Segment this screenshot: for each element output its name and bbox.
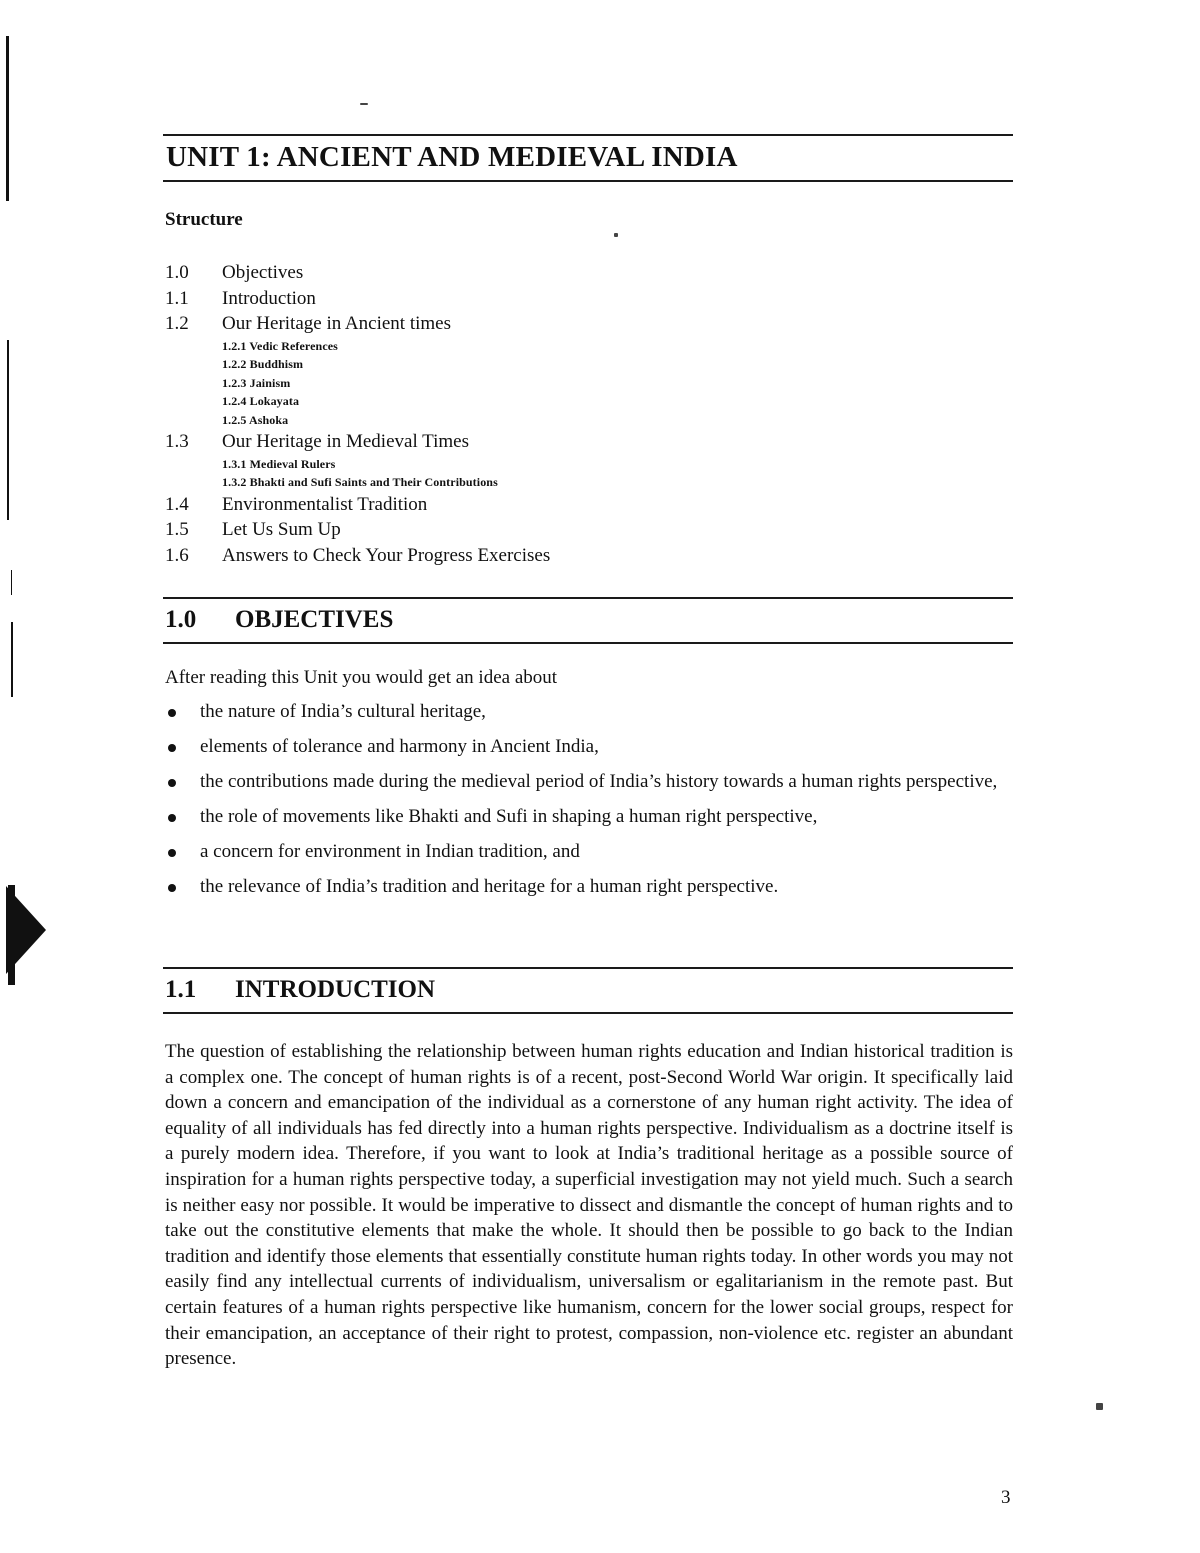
list-item-text: the role of movements like Bhakti and Sufi in shaping a human right perspective, [200, 806, 818, 827]
toc-subitem: 1.2.4 Lokayata [222, 394, 300, 408]
list-item-text: a concern for environment in Indian tradition, and [200, 841, 580, 862]
scan-artifact-left-bar [6, 36, 9, 201]
bullet-icon [168, 814, 176, 822]
toc-item [165, 260, 865, 286]
objectives-top-rule [163, 597, 1013, 599]
structure-heading: Structure [165, 209, 243, 230]
section-number: 1.0 [165, 606, 197, 633]
list-item [165, 770, 1017, 794]
toc-item-label: Our Heritage in Ancient times [222, 313, 451, 334]
toc-item-number: 1.5 [165, 519, 189, 540]
list-item [165, 875, 1017, 899]
toc-item-number: 1.6 [165, 544, 189, 566]
page-number: 3 [1001, 1487, 1011, 1508]
toc-subitem: 1.3.2 Bhakti and Sufi Saints and Their Contributions [222, 475, 498, 489]
toc-item [165, 492, 865, 518]
toc-item-number: 1.3 [165, 431, 189, 452]
list-item-text: the contributions made during the medieval period of India’s history towards a human rights perspective, [200, 771, 998, 792]
list-item-text: the relevance of India’s tradition and heritage for a human right perspective. [200, 876, 779, 897]
bullet-icon [168, 884, 176, 892]
toc-subitem: 1.2.5 Ashoka [222, 412, 289, 427]
toc-item-label: Our Heritage in Medieval Times [222, 431, 469, 452]
toc-item-number: 1.4 [165, 493, 189, 515]
toc-item-label: Introduction [222, 287, 316, 309]
objectives-heading [165, 606, 393, 634]
introduction-paragraph: The question of establishing the relationship between human rights education and Indian historical tradition is a complex one. The concept of human rights is of a recent, post-Second World War origin. It specifically laid down a concern and emancipation of the individual as a cornerstone of any human right activity. The idea of equality of all individuals has fed directly into a human rights perspective. Individualism as a doctrine itself is a purely modern idea. Therefore, if you want to look at India’s traditional heritage as a possible source of inspiration for a human rights perspective today, a superficial investigation may not yield much. Such a search is neither easy nor possible. It would be imperative to dissect and dismantle the concept of human rights and to take out the constitutive elements that make the whole. It should then be possible to go back to the Indian tradition and identify those elements that essentially constitute human rights today. In other words you may not easily find any intellectual currents of individualism, universalism or egalitarianism in the remote past. But certain features of a human rights perspective like humanism, concern for the lower social groups, respect for their emancipation, an acceptance of their right to protest, compassion, non-violence etc. register an abundant presence. [165, 1041, 1013, 1370]
list-item-text: elements of tolerance and harmony in Ancient India, [200, 736, 599, 757]
toc-item-label: Objectives [222, 262, 304, 283]
toc-item-number: 1.2 [165, 313, 189, 334]
scan-artifact-left-bar [11, 622, 13, 697]
list-item [165, 805, 1017, 829]
section-title: INTRODUCTION [235, 976, 436, 1003]
toc-item [165, 543, 865, 569]
section-number: 1.1 [165, 976, 197, 1003]
scan-speck [614, 233, 618, 237]
bullet-icon [168, 744, 176, 752]
toc-item-number: 1.1 [165, 287, 189, 309]
list-item [165, 840, 1017, 864]
scan-artifact-left-bar [11, 570, 12, 595]
title-bottom-rule [163, 180, 1013, 182]
toc-item [165, 429, 865, 455]
scan-speck [1096, 1403, 1103, 1410]
list-item [165, 735, 1017, 759]
title-top-rule [163, 134, 1013, 136]
toc-item-number: 1.0 [165, 262, 189, 283]
bullet-icon [168, 779, 176, 787]
objectives-list [165, 700, 1017, 910]
unit-title: UNIT 1: ANCIENT AND MEDIEVAL INDIA [166, 141, 738, 173]
toc-item [165, 311, 865, 337]
toc-subitem: 1.2.1 Vedic References [222, 338, 338, 353]
objectives-bottom-rule [163, 642, 1013, 644]
introduction-heading [165, 976, 435, 1004]
table-of-contents [165, 260, 865, 568]
toc-item-label: Let Us Sum Up [222, 519, 341, 540]
toc-item [165, 517, 865, 543]
bullet-icon [168, 849, 176, 857]
toc-subitem: 1.3.1 Medieval Rulers [222, 456, 336, 471]
scan-artifact-left-bar [8, 885, 15, 985]
toc-item-label: Answers to Check Your Progress Exercises [222, 544, 551, 566]
introduction-top-rule [163, 967, 1013, 969]
toc-subitem: 1.2.2 Buddhism [222, 357, 304, 371]
list-item [165, 700, 1017, 724]
list-item-text: the nature of India’s cultural heritage, [200, 701, 486, 722]
scan-artifact-left-bar [7, 340, 9, 520]
objectives-intro: After reading this Unit you would get an idea about [165, 667, 558, 688]
scan-speck [360, 103, 368, 105]
toc-item-label: Environmentalist Tradition [222, 493, 428, 515]
bullet-icon [168, 709, 176, 717]
toc-item [165, 286, 865, 312]
section-title: OBJECTIVES [235, 606, 394, 633]
introduction-bottom-rule [163, 1012, 1013, 1014]
toc-subitem: 1.2.3 Jainism [222, 375, 291, 390]
